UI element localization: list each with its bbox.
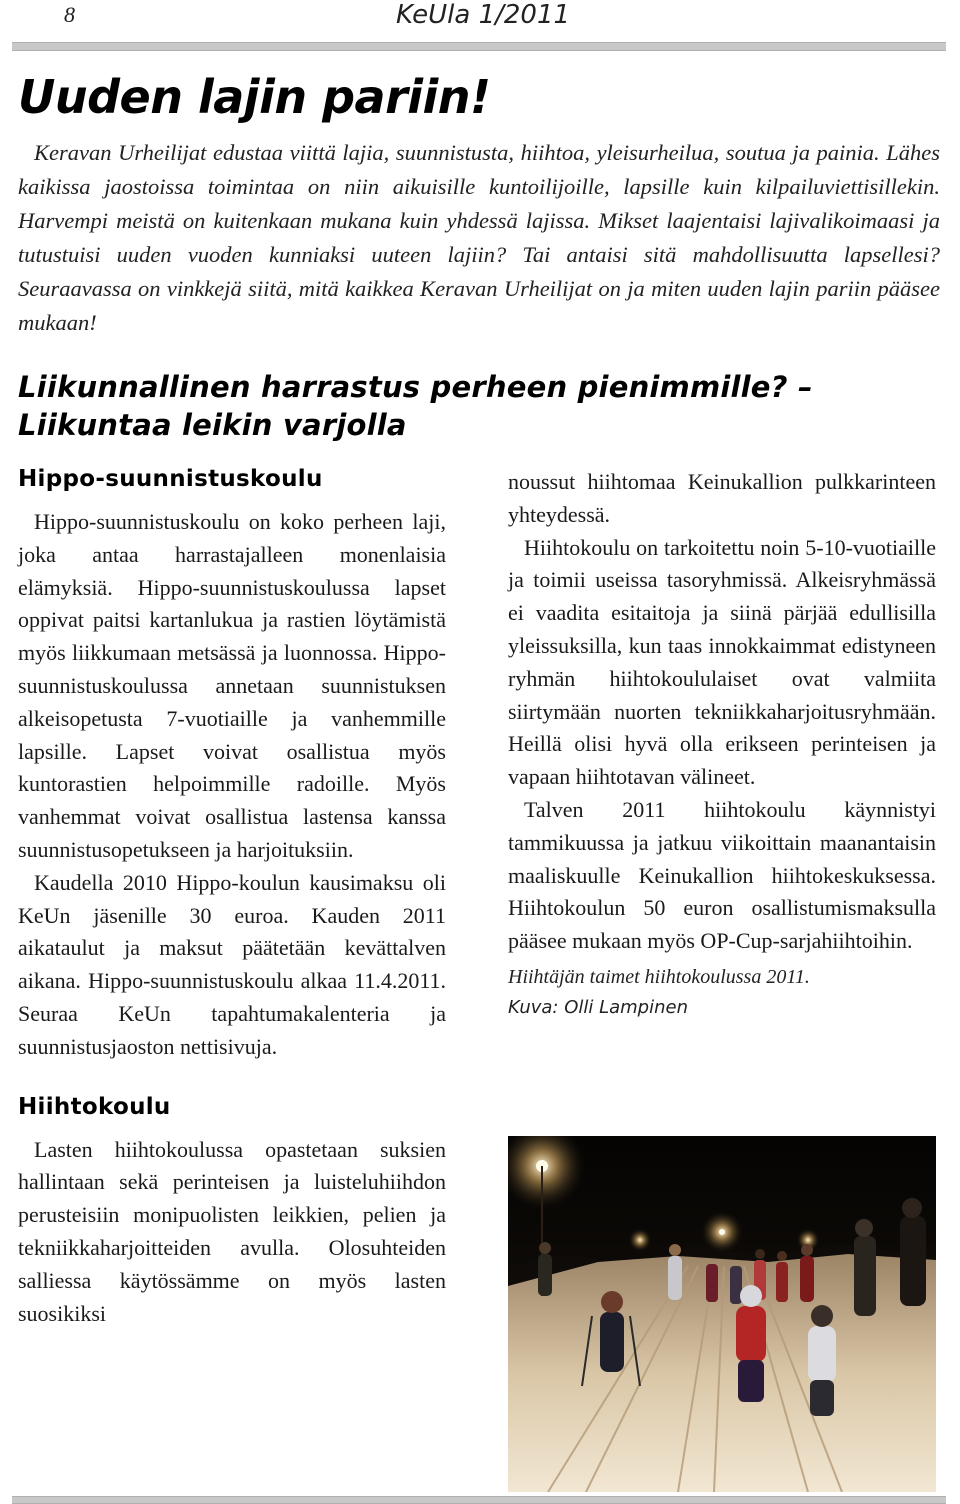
ski-school-photo	[508, 1136, 936, 1492]
photo-caption	[508, 962, 936, 1023]
issue-label: KeUla 1/2011	[396, 0, 571, 30]
ski-paragraph-3: Talven 2011 hiihtokoulu käynnistyi tammikuussa ja jatkuu viikoittain maanantaisin maaliskuulle Keinukallion hiihtokeskuksessa. Hiihtokoulun 50 euron osallistumismaksulla pääsee mukaan myös OP-Cup-sarjahiihtoihin.	[508, 796, 936, 954]
ski-paragraph-1-continued: noussut hiihtomaa Keinukallion pulkkarinteen yhteydessä.	[508, 469, 936, 527]
caption-text: Hiihtäjän taimet hiihtokoulussa 2011.	[508, 965, 810, 988]
hippo-title: Hippo-suunnistuskoulu	[18, 466, 323, 492]
subhead-line-2: Liikuntaa leikin varjolla	[18, 408, 407, 442]
ski-paragraph-2: Hiihtokoulu on tarkoitettu noin 5-10-vuotiaille ja toimii useissa tasoryhmissä. Alkeisryhmässä ei vaadita esitaitoja ja siinä pärjää edullisilla yleissuksilla, kun taas innokkaimmat edistyneen ryhmän hiihtokoululaiset ovat valmiita siirtymään nuorten tekniikkaharjoitusryhmään. Heillä olisi hyvä olla erikseen perinteisen ja vapaan hiihtotavan välineet.	[508, 534, 936, 790]
night-ski-scene	[508, 1136, 936, 1492]
right-column	[508, 466, 936, 1023]
article-lead: Keravan Urheilijat edustaa viittä lajia, suunnistusta, hiihtoa, yleisurheilua, soutua ja painia. Lähes kaikissa jaostoissa toimintaa on niin aikuisille kuntoilijoille, lapsille kuin kilpailuviettisillekin. Harvempi meistä on kuitenkaan mukana kuin yhdessä lajissa. Mikset laajentaisi lajivalikoimaasi ja tutustuisi uuden vuoden kunniaksi uuteen lajiin? Tai antaisi sitä mahdollisuutta lapsellesi? Seuraavassa on vinkkejä siitä, mitä kaikkea Keravan Urheilijat on ja miten uuden lajin pariin pääsee mukaan!	[18, 140, 940, 335]
ski-title: Hiihtokoulu	[18, 1093, 171, 1120]
subhead-line-1: Liikunnallinen harrastus perheen pienimmille? –	[18, 370, 813, 404]
caption-credit: Kuva: Olli Lampinen	[508, 996, 688, 1018]
article-title: Uuden lajin pariin!	[18, 70, 491, 124]
section-gap	[18, 1064, 446, 1094]
section-subhead	[18, 368, 948, 444]
footer-rule	[12, 1496, 946, 1504]
ski-paragraph-1: Lasten hiihtokoulussa opastetaan suksien hallintaan sekä perinteisen ja luisteluhiihdon perusteisiin monipuolisten leikkien, pelien ja tekniikkaharjoitteiden avulla. Olosuhteiden salliessa käytössämme on myös lasten suosikiksi	[18, 1136, 446, 1326]
page-number: 8	[64, 2, 75, 27]
hippo-paragraph-1: Hippo-suunnistuskoulu on koko perheen laji, joka antaa harrastajalleen monenlaisia elämyksiä. Hippo-suunnistuskoulussa lapset oppivat paitsi kartanlukua ja rastien löytämistä myös liikkumaan metsässä ja luonnossa. Hippo-suunnistuskoulussa annetaan suunnistuksen alkeisopetusta 7-vuotiaille ja vanhemmille lapsille. Lapset voivat osallistua myös kuntorastien helpoimmille radoille. Myös vanhemmat voivat osallistua lastensa kanssa suunnistusopetukseen ja harjoituksiin.	[18, 509, 446, 862]
hippo-paragraph-2: Kaudella 2010 Hippo-koulun kausimaksu oli KeUn jäsenille 30 euroa. Kauden 2011 aikataulut ja maksut päätetään kevättalven aikana. Hippo-suunnistuskoulu alkaa 11.4.2011. Seuraa KeUn tapahtumakalenteria ja suunnistusjaoston nettisivuja.	[18, 869, 446, 1059]
header-rule	[12, 42, 946, 51]
left-column	[18, 466, 446, 1330]
